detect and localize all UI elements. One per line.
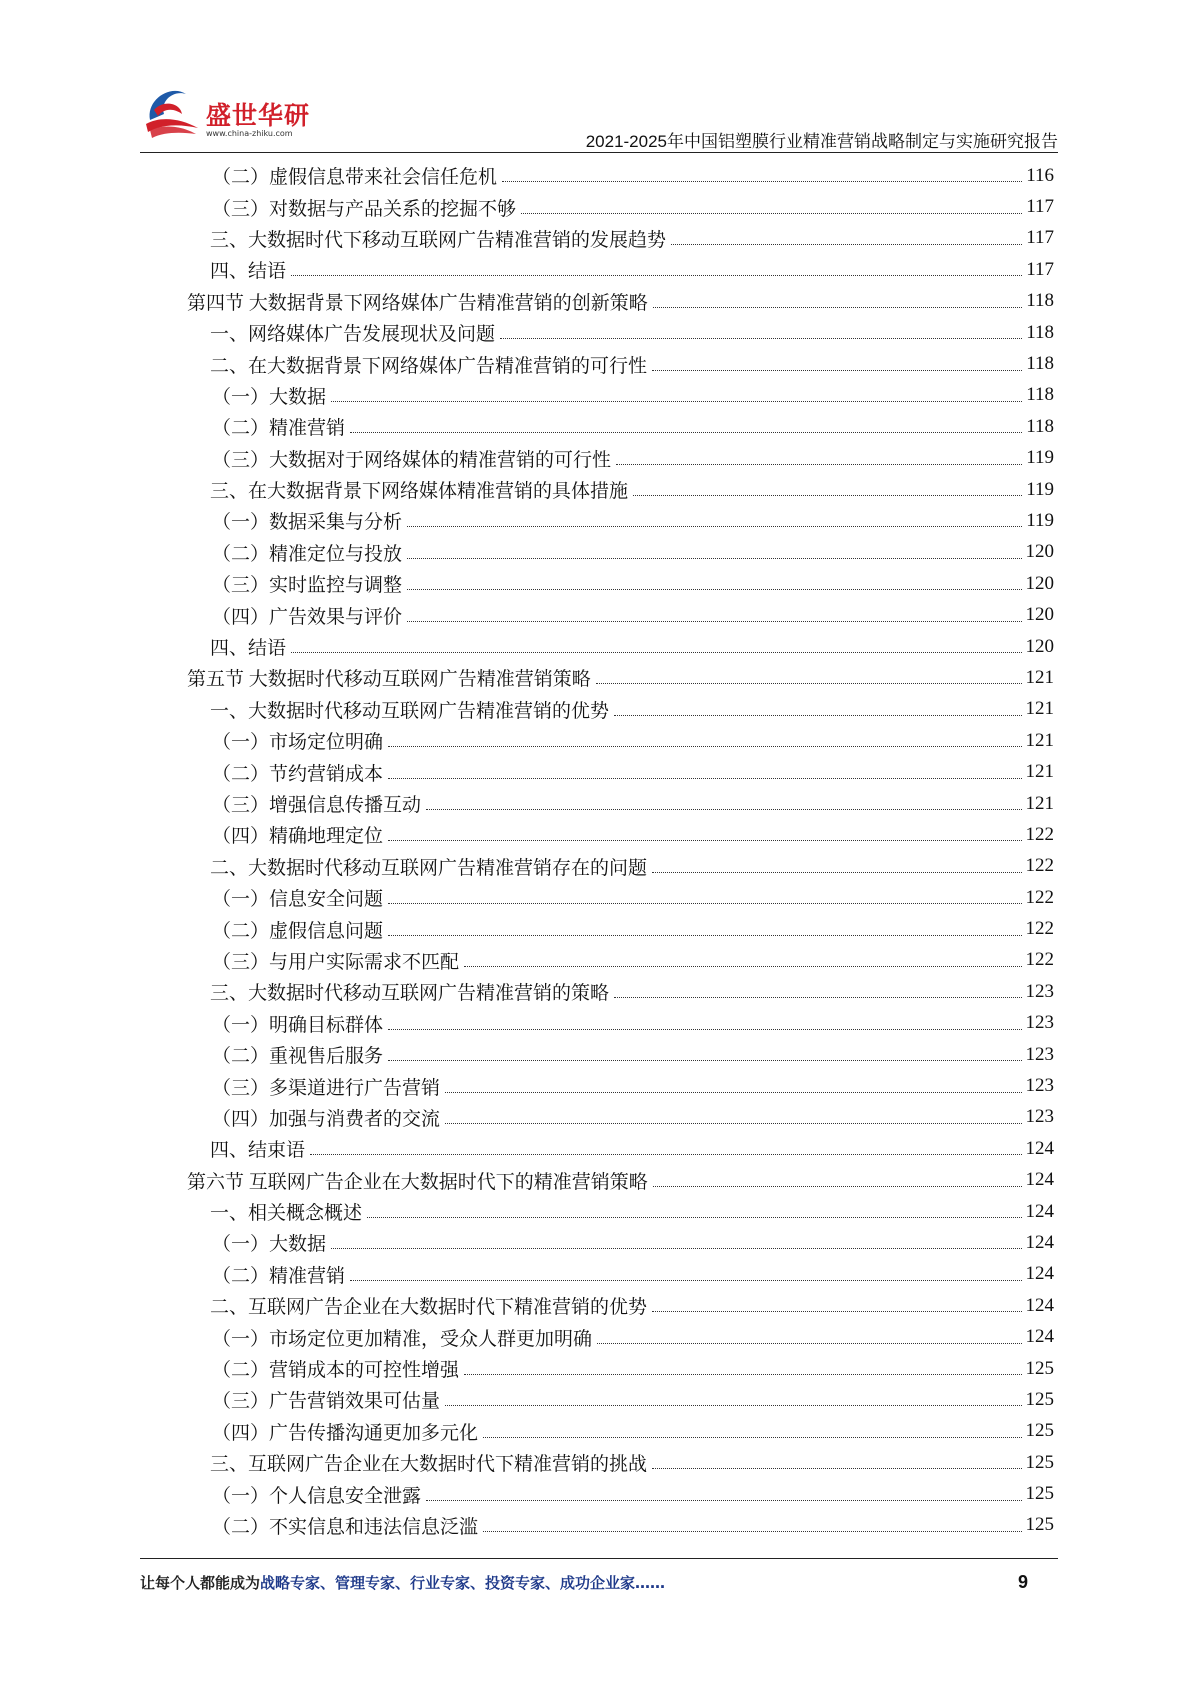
toc-entry-label: 三、大数据时代移动互联网广告精准营销的策略 [210, 978, 612, 1005]
toc-entry-page: 123 [1025, 1106, 1054, 1128]
logo-name: 盛世华研 [206, 101, 311, 130]
toc-entry-page: 125 [1025, 1514, 1054, 1536]
toc-entry[interactable] [187, 1133, 1054, 1164]
toc-dot-leader [483, 1531, 1021, 1532]
toc-entry[interactable] [187, 1321, 1054, 1352]
logo-emblem-icon [140, 80, 204, 144]
page-footer [140, 1572, 1058, 1596]
toc-entry-page: 123 [1025, 1043, 1054, 1065]
toc-dot-leader [614, 715, 1021, 716]
toc-dot-leader [500, 338, 1022, 339]
toc-entry-label: 二、大数据时代移动互联网广告精准营销存在的问题 [210, 853, 650, 880]
toc-entry-page: 119 [1026, 509, 1054, 531]
toc-entry-label: （三）广告营销效果可估量 [212, 1386, 443, 1413]
toc-entry[interactable] [187, 474, 1054, 505]
toc-entry[interactable] [187, 443, 1054, 474]
footer-slogan-prefix: 让每个人都能成为 [140, 1574, 261, 1592]
toc-entry-label: （四）加强与消费者的交流 [212, 1104, 443, 1131]
toc-entry-label: （三）大数据对于网络媒体的精准营销的可行性 [212, 445, 614, 472]
toc-dot-leader [407, 558, 1021, 559]
toc-entry[interactable] [187, 191, 1054, 222]
toc-entry[interactable] [187, 223, 1054, 254]
toc-entry-page: 120 [1025, 541, 1054, 563]
toc-dot-leader [388, 746, 1021, 747]
toc-dot-leader [596, 683, 1022, 684]
toc-entry-page: 118 [1026, 353, 1054, 375]
toc-dot-leader [388, 840, 1021, 841]
toc-entry-label: 三、在大数据背景下网络媒体精准营销的具体措施 [210, 476, 631, 503]
toc-dot-leader [483, 1437, 1021, 1438]
toc-entry[interactable] [187, 851, 1054, 882]
toc-entry[interactable] [187, 1227, 1054, 1258]
toc-entry[interactable] [187, 286, 1054, 317]
toc-dot-leader [388, 935, 1021, 936]
toc-entry[interactable] [187, 882, 1054, 913]
toc-entry-label: （三）增强信息传播互动 [212, 790, 424, 817]
toc-entry-page: 119 [1026, 478, 1054, 500]
toc-dot-leader [445, 1123, 1021, 1124]
toc-entry[interactable] [187, 945, 1054, 976]
toc-entry-page: 121 [1025, 729, 1054, 751]
toc-entry[interactable] [187, 1196, 1054, 1227]
toc-dot-leader [388, 1029, 1021, 1030]
toc-dot-leader [671, 244, 1022, 245]
toc-entry-label: （三）实时监控与调整 [212, 570, 405, 597]
toc-dot-leader [426, 809, 1021, 810]
toc-entry[interactable] [187, 1510, 1054, 1541]
toc-dot-leader [388, 1060, 1021, 1061]
toc-entry[interactable] [187, 1447, 1054, 1478]
toc-entry-label: （三）多渠道进行广告营销 [212, 1073, 443, 1100]
toc-dot-leader [652, 872, 1021, 873]
toc-entry-label: （二）节约营销成本 [212, 759, 386, 786]
toc-entry[interactable] [187, 1008, 1054, 1039]
toc-entry[interactable] [187, 568, 1054, 599]
toc-entry-label: （一）明确目标群体 [212, 1010, 386, 1037]
toc-entry-label: 一、相关概念概述 [210, 1198, 365, 1225]
toc-entry[interactable] [187, 725, 1054, 756]
toc-dot-leader [407, 526, 1022, 527]
toc-entry-label: （一）大数据 [212, 1229, 329, 1256]
toc-entry-page: 118 [1026, 415, 1054, 437]
toc-entry-label: （二）虚假信息问题 [212, 916, 386, 943]
toc-entry[interactable] [187, 317, 1054, 348]
toc-entry-page: 122 [1025, 949, 1054, 971]
toc-dot-leader [407, 589, 1021, 590]
header-divider [140, 152, 1058, 153]
toc-entry-page: 120 [1025, 572, 1054, 594]
footer-divider [140, 1558, 1058, 1559]
toc-entry-page: 124 [1025, 1200, 1054, 1222]
toc-dot-leader [521, 213, 1022, 214]
toc-entry[interactable] [187, 1259, 1054, 1290]
toc-entry[interactable] [187, 694, 1054, 725]
toc-entry[interactable] [187, 1353, 1054, 1384]
toc-entry[interactable] [187, 1416, 1054, 1447]
toc-entry-label: （二）虚假信息带来社会信任危机 [212, 162, 500, 189]
toc-dot-leader [291, 652, 1021, 653]
toc-entry-page: 125 [1025, 1357, 1054, 1379]
toc-entry[interactable] [187, 662, 1054, 693]
toc-dot-leader [350, 1280, 1021, 1281]
toc-entry-page: 122 [1025, 823, 1054, 845]
toc-entry-page: 121 [1025, 698, 1054, 720]
toc-entry-page: 121 [1025, 792, 1054, 814]
toc-entry-label: （一）个人信息安全泄露 [212, 1481, 424, 1508]
toc-dot-leader [616, 464, 1022, 465]
toc-dot-leader [407, 621, 1021, 622]
toc-entry-label: （二）重视售后服务 [212, 1041, 386, 1068]
toc-entry-label: 二、互联网广告企业在大数据时代下精准营销的优势 [210, 1292, 650, 1319]
toc-entry[interactable] [187, 1290, 1054, 1321]
toc-entry-page: 124 [1025, 1294, 1054, 1316]
toc-dot-leader [426, 1500, 1021, 1501]
toc-entry[interactable] [187, 1102, 1054, 1133]
toc-dot-leader [310, 1154, 1021, 1155]
toc-entry-page: 118 [1026, 384, 1054, 406]
toc-entry-page: 125 [1025, 1388, 1054, 1410]
toc-entry-page: 116 [1026, 164, 1054, 186]
toc-entry-page: 122 [1025, 886, 1054, 908]
toc-entry-page: 124 [1025, 1263, 1054, 1285]
toc-entry[interactable] [187, 1039, 1054, 1070]
toc-entry-label: （二）精准定位与投放 [212, 539, 405, 566]
toc-entry-page: 125 [1025, 1483, 1054, 1505]
toc-dot-leader [614, 997, 1021, 998]
toc-entry-page: 124 [1025, 1326, 1054, 1348]
toc-entry-label: 第六节 互联网广告企业在大数据时代下的精准营销策略 [187, 1167, 651, 1194]
toc-entry-label: （一）信息安全问题 [212, 884, 386, 911]
footer-slogan-emphasis: 战略专家、管理专家、行业专家、投资专家、成功企业家…… [260, 1574, 666, 1592]
toc-dot-leader [652, 370, 1022, 371]
toc-entry-label: （一）市场定位更加精准，受众人群更加明确 [212, 1324, 595, 1351]
toc-entry-label: （二）营销成本的可控性增强 [212, 1355, 462, 1382]
toc-entry-page: 117 [1026, 196, 1054, 218]
toc-entry[interactable] [187, 1165, 1054, 1196]
toc-dot-leader [464, 966, 1021, 967]
toc-entry[interactable] [187, 599, 1054, 630]
toc-entry-label: 三、大数据时代下移动互联网广告精准营销的发展趋势 [210, 225, 669, 252]
toc-dot-leader [652, 1468, 1021, 1469]
toc-dot-leader [445, 1092, 1021, 1093]
toc-entry-label: （三）对数据与产品关系的挖掘不够 [212, 194, 519, 221]
toc-entry-label: （一）市场定位明确 [212, 727, 386, 754]
report-title: 2021-2025年中国铝塑膜行业精准营销战略制定与实施研究报告 [585, 132, 1058, 151]
toc-entry-label: 第五节 大数据时代移动互联网广告精准营销策略 [187, 664, 594, 691]
toc-entry-page: 122 [1025, 855, 1054, 877]
toc-entry[interactable] [187, 788, 1054, 819]
toc-entry-label: 第四节 大数据背景下网络媒体广告精准营销的创新策略 [187, 288, 651, 315]
toc-dot-leader [653, 1186, 1022, 1187]
toc-entry[interactable] [187, 537, 1054, 568]
toc-dot-leader [633, 495, 1022, 496]
toc-entry-page: 124 [1025, 1169, 1054, 1191]
toc-entry-label: （二）精准营销 [212, 1261, 348, 1288]
toc-entry-page: 117 [1026, 258, 1054, 280]
toc-dot-leader [653, 307, 1022, 308]
toc-entry[interactable] [187, 819, 1054, 850]
toc-entry-label: 二、在大数据背景下网络媒体广告精准营销的可行性 [210, 351, 650, 378]
toc-entry[interactable] [187, 631, 1054, 662]
toc-entry[interactable] [187, 913, 1054, 944]
toc-dot-leader [350, 432, 1022, 433]
toc-entry-page: 123 [1025, 980, 1054, 1002]
toc-entry-label: （四）精确地理定位 [212, 821, 386, 848]
toc-entry-page: 118 [1026, 321, 1054, 343]
toc-entry-page: 118 [1026, 290, 1054, 312]
toc-entry-label: （一）大数据 [212, 382, 329, 409]
toc-entry-page: 123 [1025, 1012, 1054, 1034]
toc-dot-leader [331, 401, 1022, 402]
toc-entry-page: 120 [1025, 604, 1054, 626]
toc-entry[interactable] [187, 1478, 1054, 1509]
toc-entry-page: 124 [1025, 1231, 1054, 1253]
toc-dot-leader [445, 1405, 1021, 1406]
toc-entry[interactable] [187, 1070, 1054, 1101]
toc-entry[interactable] [187, 976, 1054, 1007]
toc-dot-leader [597, 1343, 1021, 1344]
table-of-contents [187, 160, 1054, 1541]
logo-url: www.china-zhiku.com [206, 129, 293, 138]
toc-entry[interactable] [187, 254, 1054, 285]
toc-entry-label: （一）数据采集与分析 [212, 507, 405, 534]
toc-entry[interactable] [187, 1384, 1054, 1415]
toc-entry[interactable] [187, 380, 1054, 411]
toc-dot-leader [367, 1217, 1021, 1218]
toc-entry[interactable] [187, 160, 1054, 191]
toc-entry-page: 120 [1025, 635, 1054, 657]
toc-dot-leader [388, 903, 1021, 904]
page-number: 9 [1017, 1572, 1028, 1592]
toc-entry[interactable] [187, 348, 1054, 379]
toc-entry-label: 四、结语 [210, 633, 289, 660]
toc-entry-label: 三、互联网广告企业在大数据时代下精准营销的挑战 [210, 1449, 650, 1476]
toc-dot-leader [331, 1248, 1021, 1249]
toc-entry-page: 121 [1025, 761, 1054, 783]
toc-entry-label: 四、结束语 [210, 1135, 308, 1162]
toc-entry[interactable] [187, 505, 1054, 536]
toc-dot-leader [388, 778, 1021, 779]
toc-entry-page: 124 [1025, 1137, 1054, 1159]
toc-entry-page: 122 [1025, 918, 1054, 940]
toc-entry-label: （四）广告效果与评价 [212, 602, 405, 629]
toc-entry-page: 123 [1025, 1075, 1054, 1097]
toc-entry[interactable] [187, 411, 1054, 442]
toc-entry-label: （二）不实信息和违法信息泛滥 [212, 1512, 481, 1539]
page-header [140, 80, 1058, 150]
toc-entry-label: 一、网络媒体广告发展现状及问题 [210, 319, 498, 346]
toc-dot-leader [464, 1374, 1021, 1375]
toc-entry-label: 一、大数据时代移动互联网广告精准营销的优势 [210, 696, 612, 723]
toc-entry-label: （二）精准营销 [212, 413, 348, 440]
toc-entry-page: 117 [1026, 227, 1054, 249]
toc-entry-label: （三）与用户实际需求不匹配 [212, 947, 462, 974]
toc-dot-leader [652, 1311, 1021, 1312]
toc-entry-label: （四）广告传播沟通更加多元化 [212, 1418, 481, 1445]
toc-entry-page: 125 [1025, 1451, 1054, 1473]
company-logo [140, 80, 340, 144]
toc-entry-page: 121 [1025, 666, 1054, 688]
toc-entry-page: 119 [1026, 447, 1054, 469]
toc-dot-leader [502, 181, 1022, 182]
toc-entry-label: 四、结语 [210, 256, 289, 283]
toc-entry-page: 125 [1025, 1420, 1054, 1442]
toc-dot-leader [291, 275, 1022, 276]
toc-entry[interactable] [187, 756, 1054, 787]
